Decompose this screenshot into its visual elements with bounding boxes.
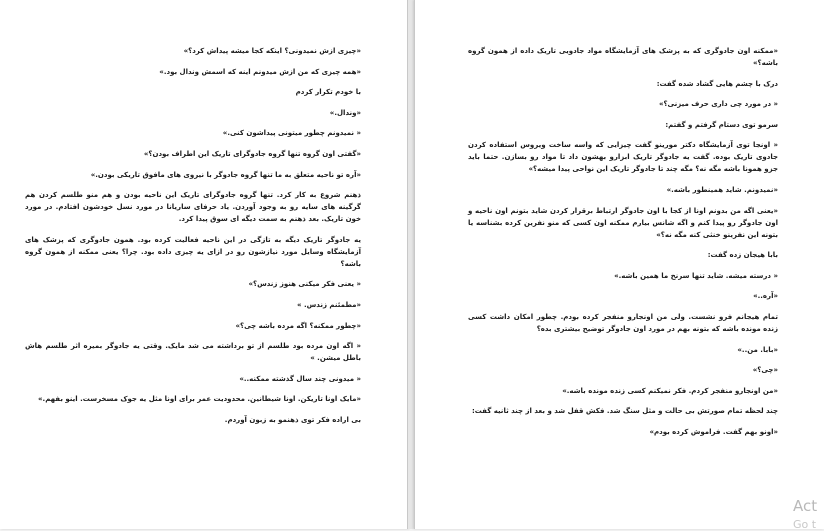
paragraph: «ممکنه اون جادوگری که به پزشک های آزمایشگاه مواد جادویی تاریک داده از همون گروه باشه؟» [468,47,778,67]
paragraph: «چی؟» [752,366,778,375]
paragraph: «اونو بهم گفت. فراموش کرده بودم» [649,427,778,436]
paragraph: با خودم تکرار کردم [295,88,361,97]
paragraph: سرمو توی دستام گرفتم و گفتم: [665,120,778,129]
watermark-line-2: Go t [793,518,817,531]
paragraph: بی اراده فکر توی ذهنمو به زبون آوردم. [224,415,361,424]
left-page-text [25,45,361,435]
paragraph: « اگه اون مرده بود طلسم از تو برداشته می شد مایک. وقتی یه جادوگر بمیره اثر طلسم هاش باطل میشن. » [25,342,361,363]
activation-watermark [793,497,818,531]
paragraph: چند لحظه تمام صورتش بی حالت و مثل سنگ شد. فکش قفل شد و بعد از چند ثانیه گفت: [471,407,778,416]
paragraph: « اونجا توی آزمایشگاه دکتر مورینو گفت چیزایی که واسه ساخت ویروس استفاده کردن جادوی تاریک بوده. گفت یه جادوگر تاریک ابزارو بهشون داد تا مواد رو بسازن. حتما باید جزو همونا باشه مگه نه؟ مگه چند تا جادوگر تاریک این نواحی پیدا میشه؟» [468,141,778,174]
paragraph: « نمیدونم چطور میتونی پیداشون کنی.» [222,129,361,138]
paragraph: درک با چشم هایی گشاد شده گفت: [656,79,778,88]
paragraph: « میدونی چند سال گذشته ممکنه..» [239,374,361,383]
paragraph: تمام هیجانم فرو نشست. ولی من اونجارو منفجر کرده بودم. چطور امکان داشت کسی زنده مونده باشه که بتونه بهم در مورد اون جادوگر توضیح بیشتری بده؟ [468,312,778,333]
watermark-line-1: Act [793,497,818,515]
paragraph: «بابا. من..» [737,345,778,354]
paragraph: «چیزی ازش نمیدونی؟ اینکه کجا میشه پیداش کرد؟» [183,47,361,55]
paragraph: «من اونجارو منفجر کردم. فکر نمیکنم کسی زنده مونده باشه.» [562,386,778,395]
paragraph: «همه چیزی که من ازش میدونم اینه که اسمش وندال بود.» [159,67,361,76]
paragraph: « در مورد چی داری حرف میزنی؟» [658,100,778,109]
right-page-text [468,45,778,447]
paragraph: «مایک اونا تاریکن. اونا شیطانین. محدودیت عمر برای اونا مثل یه جوک مسخرست. اینو بفهم.» [38,395,361,404]
paragraph: «یعنی اگه من بدونم اونا از کجا با اون جادوگر ارتباط برقرار کردن شاید بتونم اون ناحیه و اون جادوگر رو پیدا کنم و اگه شانس بیارم ممکنه اون کسی که منو نفرین کرده بشناسه یا بتونه این نفرینو خنثی کنه مگه نه؟» [468,206,778,239]
paragraph: « درسته میشه. شاید تنها سرنخ ما همین باشه.» [614,271,778,280]
left-page [0,0,408,529]
paragraph: «گفتی اون گروه تنها گروه جادوگرای تاریک این اطراف بودن؟» [143,149,361,158]
paragraph: « یعنی فکر میکنی هنوز زندس؟» [248,280,361,289]
paragraph: «نمیدونم. شاید همینطور باشه.» [666,185,778,194]
paragraph: ذهنم شروع به کار کرد. تنها گروه جادوگرای تاریک این ناحیه بودن و هم منو طلسم کردن هم گرگینه های سایه رو به وجود آوردن. یاد حرفای ساریانا در مورد نسل خودشون افتادم. در مورد خون تاریک. بعد ذهنم به سمت دیگه ای سوق پیدا کرد. [25,191,361,224]
paragraph: «آره تو ناحیه متعلق به ما تنها گروه جادوگر با نیروی های مافوق تاریکی بودن.» [90,170,361,179]
paragraph: «مطمئنم زندس. » [297,300,361,309]
paragraph: یه جادوگر تاریک دیگه به تازگی در این ناحیه فعالیت کرده بود. همون جادوگری که پزشک های آزمایشگاه وسایل مورد نیازشون رو در ازای یه چیزی داده بود. چرا؟ یعنی ممکنه از همون گروه باشه؟ [25,235,361,268]
paragraph: بابا هیجان زده گفت: [707,251,778,260]
paragraph: «وندال.» [329,108,361,117]
right-page [414,0,824,529]
paragraph: «آره..» [753,292,778,301]
paragraph: «چطور ممکنه؟ اگه مرده باشه چی؟» [235,321,361,330]
